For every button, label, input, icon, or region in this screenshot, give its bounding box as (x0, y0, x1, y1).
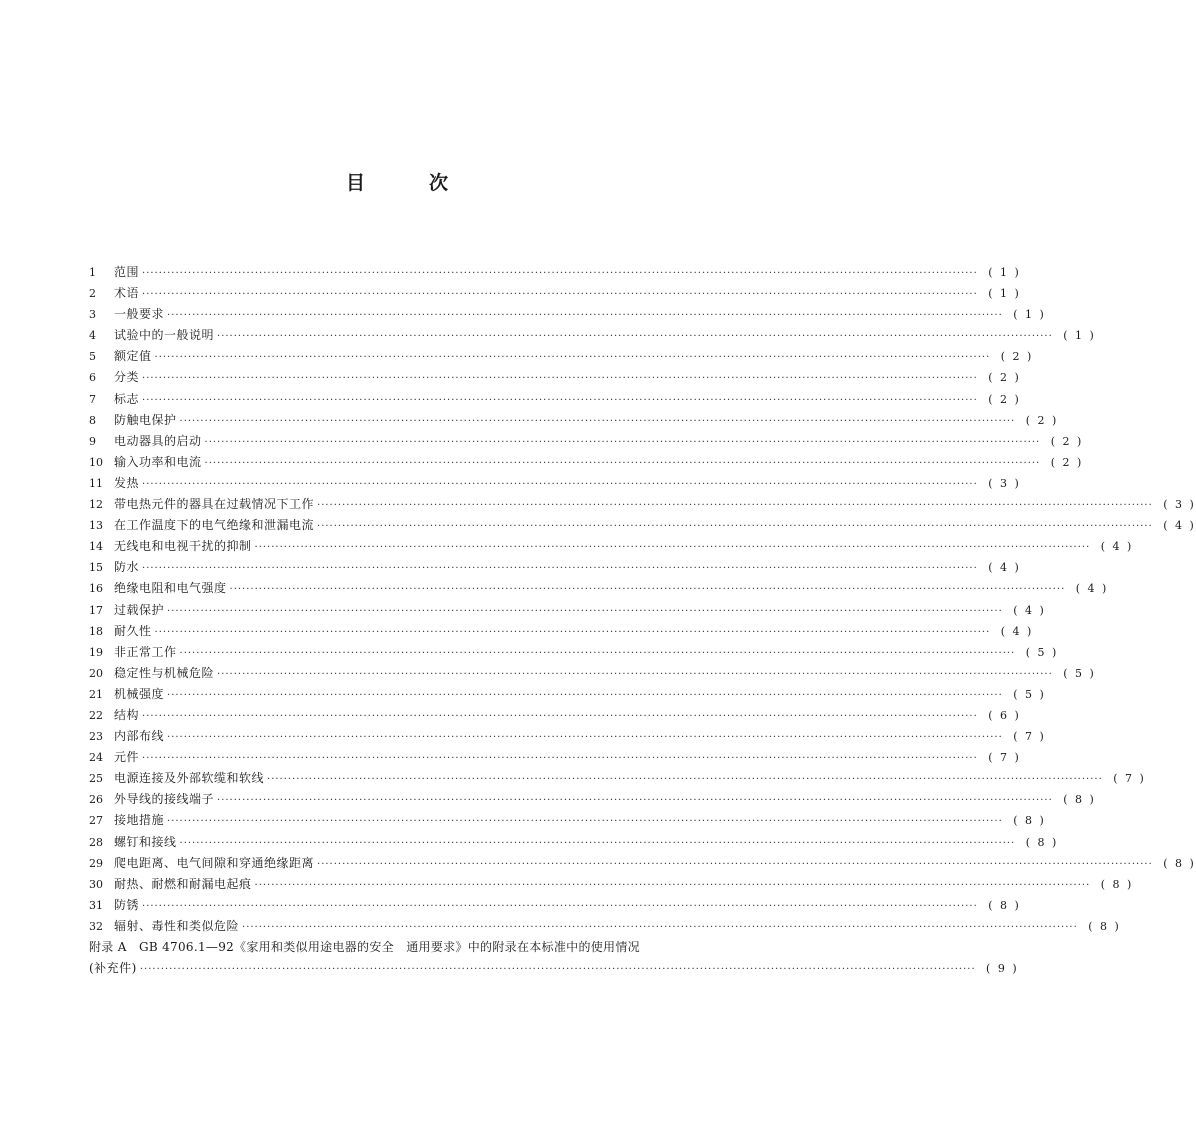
toc-entry[interactable] (89, 578, 1109, 599)
toc-entry-page: ( 2 ) (988, 371, 1021, 385)
title-char-right: 次 (429, 172, 449, 194)
toc-entry-label: 爬电距离、电气间隙和穿通绝缘距离 (114, 855, 315, 870)
toc-entry-page: ( 7 ) (1113, 772, 1146, 786)
toc-entry-number: 9 (89, 434, 96, 448)
toc-entry-page: ( 8 ) (1063, 793, 1096, 807)
toc-entry-label: 辐射、毒性和类似危险 (114, 918, 240, 933)
toc-entry-page: ( 8 ) (1100, 877, 1134, 891)
toc-entry-page: ( 1 ) (988, 287, 1021, 301)
toc-entry[interactable] (89, 895, 1021, 916)
toc-entry-page: ( 7 ) (988, 751, 1021, 765)
toc-entry[interactable] (89, 346, 1034, 367)
toc-entry[interactable] (89, 473, 1021, 494)
toc-entry[interactable] (89, 389, 1021, 410)
toc-entry-page: ( 4 ) (1075, 582, 1109, 596)
dot-leader: ········································································································································································································ (167, 816, 1003, 828)
dot-leader: ········································································································································································································ (179, 837, 1016, 849)
toc-entry-number: 6 (89, 371, 96, 385)
toc-entry-label: 在工作温度下的电气绝缘和泄漏电流 (114, 518, 315, 533)
toc-entry-number: 31 (89, 898, 103, 912)
toc-entry-label: 一般要求 (114, 307, 165, 322)
dot-leader: ········································································································································································································ (142, 900, 978, 912)
dot-leader: ········································································································································································································ (139, 964, 976, 976)
toc-entry-label: 试验中的一般说明 (114, 328, 215, 343)
toc-entry-label: 耐久性 (114, 623, 152, 638)
toc-entry[interactable] (89, 367, 1021, 388)
toc-entry[interactable] (89, 853, 1196, 874)
page-title (0, 168, 794, 195)
dot-leader: ········································································································································································································ (229, 584, 1066, 596)
dot-leader: ········································································································································································································ (204, 436, 1041, 448)
toc-entry-label: 电动器具的启动 (114, 433, 202, 448)
toc-entry[interactable] (89, 557, 1021, 578)
table-of-contents (89, 262, 1196, 979)
toc-entry-label: 元件 (114, 750, 140, 765)
toc-entry[interactable] (89, 874, 1134, 895)
dot-leader: ········································································································································································································ (217, 668, 1053, 680)
toc-entry[interactable] (89, 494, 1196, 515)
toc-entry-label: 无线电和电视干扰的抑制 (114, 539, 252, 554)
toc-entry-page: ( 4 ) (1163, 519, 1196, 533)
toc-entry-number: 21 (89, 687, 103, 701)
toc-entry-number: 10 (89, 455, 103, 469)
dot-leader: ········································································································································································································ (142, 289, 978, 301)
toc-entry-page: ( 3 ) (1163, 498, 1196, 512)
toc-entry-page: ( 1 ) (988, 266, 1021, 279)
toc-entry-page: ( 7 ) (1013, 730, 1046, 744)
toc-entry-label: 稳定性与机械危险 (114, 665, 215, 680)
toc-entry-label: 防触电保护 (114, 412, 177, 427)
dot-leader: ········································································································································································································ (179, 415, 1016, 427)
toc-entry-number: 27 (89, 814, 103, 828)
toc-entry[interactable] (89, 768, 1146, 789)
dot-leader: ········································································································································································································ (167, 689, 1003, 701)
toc-entry-page: ( 1 ) (1013, 308, 1046, 322)
toc-entry-number: 18 (89, 624, 103, 638)
dot-leader: ········································································································································································································ (142, 563, 978, 575)
dot-leader: ········································································································································································································ (154, 626, 991, 638)
toc-entry[interactable] (89, 663, 1096, 684)
dot-leader: ········································································································································································································ (317, 521, 1153, 533)
toc-entry-number: 12 (89, 498, 103, 512)
dot-leader: ········································································································································································································ (267, 774, 1103, 786)
toc-entry[interactable] (89, 810, 1046, 831)
dot-leader: ········································································································································································································ (204, 457, 1041, 469)
toc-entry-label: 额定值 (114, 349, 152, 364)
title-char-left: 目 (345, 172, 365, 194)
toc-appendix-label: (补充件) (89, 961, 137, 976)
dot-leader: ········································································································································································································ (317, 500, 1153, 512)
dot-leader: ········································································································································································································ (142, 478, 978, 490)
toc-entry-page: ( 5 ) (1063, 666, 1096, 680)
toc-entry-label: 机械强度 (114, 686, 165, 701)
dot-leader: ········································································································································································································ (142, 753, 978, 765)
toc-entry[interactable] (89, 916, 1121, 937)
dot-leader: ········································································································································································································ (242, 921, 1078, 933)
toc-entry[interactable] (89, 621, 1034, 642)
toc-entry-number: 2 (89, 287, 96, 301)
toc-appendix-page: ( 9 ) (986, 962, 1019, 976)
toc-entry-label: 外导线的接线端子 (114, 792, 215, 807)
toc-entry-number: 3 (89, 308, 96, 322)
toc-entry-page: ( 6 ) (988, 708, 1021, 722)
dot-leader: ········································································································································································································ (142, 268, 978, 279)
toc-entry-number: 8 (89, 413, 96, 427)
dot-leader: ········································································································································································································ (217, 795, 1053, 807)
toc-entry-number: 32 (89, 919, 103, 933)
toc-entry-page: ( 2 ) (988, 392, 1021, 406)
toc-entry[interactable] (89, 283, 1021, 304)
toc-entry[interactable] (89, 262, 1021, 283)
toc-entry-page: ( 4 ) (1013, 603, 1046, 617)
dot-leader: ········································································································································································································ (142, 373, 978, 385)
dot-leader: ········································································································································································································ (317, 858, 1153, 870)
toc-entry-label: 分类 (114, 370, 140, 385)
toc-entry-number: 29 (89, 856, 103, 870)
toc-entry-page: ( 8 ) (1013, 814, 1046, 828)
toc-entry-label: 发热 (114, 475, 140, 490)
toc-entry-number: 26 (89, 793, 103, 807)
toc-entry-number: 14 (89, 540, 103, 554)
toc-entry-number: 24 (89, 751, 103, 765)
toc-entry-number: 17 (89, 603, 103, 617)
toc-entry-label: 术语 (114, 286, 140, 301)
toc-entry[interactable] (89, 304, 1046, 325)
toc-entry-number: 16 (89, 582, 103, 596)
toc-entry-label: 耐热、耐燃和耐漏电起痕 (114, 876, 252, 891)
toc-entry-page: ( 1 ) (1063, 329, 1096, 343)
toc-entry-label: 非正常工作 (114, 644, 177, 659)
toc-entry-page: ( 2 ) (1050, 455, 1084, 469)
dot-leader: ········································································································································································································ (167, 310, 1003, 322)
toc-entry[interactable] (89, 431, 1084, 452)
toc-entry-label: 内部布线 (114, 729, 165, 744)
toc-entry-page: ( 5 ) (1013, 687, 1046, 701)
toc-entry-label: 防水 (114, 560, 140, 575)
dot-leader: ········································································································································································································ (142, 710, 978, 722)
toc-entry[interactable] (89, 642, 1059, 663)
toc-entry[interactable] (89, 536, 1134, 557)
toc-entry-page: ( 3 ) (988, 476, 1021, 490)
dot-leader: ········································································································································································································ (179, 647, 1016, 659)
dot-leader: ········································································································································································································ (142, 394, 978, 406)
dot-leader: ········································································································································································································ (154, 352, 991, 364)
toc-entry-label: 过载保护 (114, 602, 165, 617)
toc-entry-page: ( 4 ) (1000, 624, 1034, 638)
toc-entry-label: 标志 (114, 391, 140, 406)
toc-entry-number: 15 (89, 561, 103, 575)
dot-leader: ········································································································································································································ (254, 542, 1091, 554)
toc-entry[interactable] (89, 410, 1059, 431)
toc-entry-page: ( 2 ) (1000, 350, 1034, 364)
toc-entry-page: ( 2 ) (1025, 413, 1059, 427)
toc-entry-page: ( 8 ) (1088, 919, 1121, 933)
toc-entry-number: 20 (89, 666, 103, 680)
toc-entry-number: 11 (89, 476, 103, 490)
toc-entry-number: 7 (89, 392, 96, 406)
toc-appendix-entry[interactable] (89, 958, 1019, 979)
toc-entry-number: 13 (89, 519, 103, 533)
toc-entry[interactable] (89, 832, 1059, 853)
toc-entry-number: 25 (89, 772, 103, 786)
toc-entry-number: 30 (89, 877, 103, 891)
toc-entry-page: ( 8 ) (988, 898, 1021, 912)
dot-leader: ········································································································································································································ (167, 732, 1003, 744)
toc-entry[interactable] (89, 452, 1084, 473)
toc-entry-label: 带电热元件的器具在过载情况下工作 (114, 497, 315, 512)
toc-entry-label: 范围 (114, 265, 140, 279)
toc-entry-page: ( 8 ) (1163, 856, 1196, 870)
toc-entry[interactable] (89, 684, 1046, 705)
toc-entry-number: 19 (89, 645, 103, 659)
toc-appendix-title[interactable]: 附录 A GB 4706.1—92《家用和类似用途电器的安全 通用要求》中的附录在本标准中的使用情况 (89, 940, 640, 954)
toc-entry-number: 1 (89, 266, 96, 279)
toc-entry-number: 4 (89, 329, 96, 343)
toc-entry-number: 5 (89, 350, 96, 364)
toc-entry[interactable] (89, 515, 1196, 536)
toc-entry-label: 螺钉和接线 (114, 834, 177, 849)
toc-entry-number: 22 (89, 708, 103, 722)
toc-entry[interactable] (89, 705, 1021, 726)
toc-entry-page: ( 4 ) (1100, 540, 1134, 554)
toc-entry-number: 28 (89, 835, 103, 849)
toc-entry-page: ( 4 ) (988, 561, 1021, 575)
toc-entry-label: 防锈 (114, 897, 140, 912)
toc-entry-label: 电源连接及外部软缆和软线 (114, 771, 265, 786)
dot-leader: ········································································································································································································ (217, 331, 1053, 343)
toc-entry[interactable] (89, 726, 1046, 747)
toc-entry[interactable] (89, 789, 1096, 810)
toc-entry-page: ( 2 ) (1050, 434, 1084, 448)
toc-entry-page: ( 8 ) (1025, 835, 1059, 849)
toc-entry[interactable] (89, 600, 1046, 621)
dot-leader: ········································································································································································································ (254, 879, 1091, 891)
toc-entry[interactable] (89, 747, 1021, 768)
toc-entry-label: 结构 (114, 707, 140, 722)
toc-entry-label: 接地措施 (114, 813, 165, 828)
toc-entry-label: 绝缘电阻和电气强度 (114, 581, 227, 596)
toc-entry-number: 23 (89, 730, 103, 744)
toc-entry-label: 输入功率和电流 (114, 454, 202, 469)
toc-entry[interactable] (89, 325, 1096, 346)
toc-entry-page: ( 5 ) (1025, 645, 1059, 659)
dot-leader: ········································································································································································································ (167, 605, 1003, 617)
